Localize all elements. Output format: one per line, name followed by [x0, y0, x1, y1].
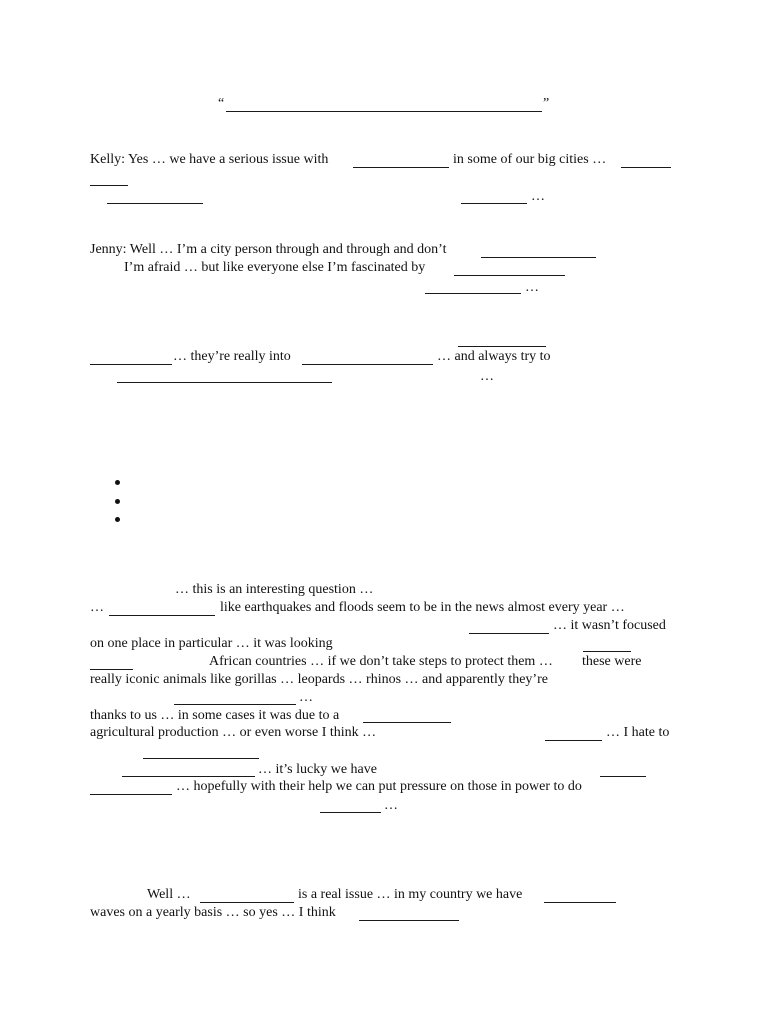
story-blank-8[interactable] — [143, 758, 259, 759]
story-line-12: … hopefully with their help we can put pressure on those in power to do — [176, 779, 582, 794]
jenny-blank-2[interactable] — [454, 275, 565, 276]
story-line-7: … — [299, 690, 313, 705]
bullet-1 — [115, 480, 120, 485]
third-line-1b: … and always try to — [437, 349, 551, 364]
story-line-13: … — [384, 798, 398, 813]
kelly-blank-3[interactable] — [107, 203, 203, 204]
jenny-blank-1[interactable] — [481, 257, 596, 258]
jenny-line-1: Jenny: Well … I’m a city person through and through and don’t — [90, 242, 447, 257]
final-line-2a: waves on a yearly basis … so yes … I think — [90, 905, 336, 920]
kelly-line-1b: in some of our big cities … — [453, 152, 607, 167]
story-line-1: … this is an interesting question … — [175, 582, 374, 597]
final-blank-1[interactable] — [200, 902, 294, 903]
story-blank-10[interactable] — [600, 776, 646, 777]
final-blank-3[interactable] — [359, 920, 459, 921]
kelly-blank-2[interactable] — [621, 167, 671, 168]
story-line-8: thanks to us … in some cases it was due to a — [90, 708, 340, 723]
story-blank-9[interactable] — [122, 776, 255, 777]
bullet-3 — [115, 517, 120, 522]
final-blank-2[interactable] — [544, 902, 616, 903]
story-blank-1[interactable] — [109, 615, 215, 616]
jenny-line-3: … — [525, 280, 539, 295]
story-line-5a: African countries … if we don’t take steps to protect them … — [209, 654, 553, 669]
story-line-11a: … it’s lucky we have — [258, 762, 377, 777]
bullet-2 — [115, 499, 120, 504]
third-line-1a: … they’re really into — [173, 349, 291, 364]
final-line-1a: Well … — [147, 887, 191, 902]
third-blank-top[interactable] — [458, 346, 546, 347]
kelly-line-3: … — [531, 189, 545, 204]
story-blank-11[interactable] — [90, 794, 172, 795]
story-line-5b: these were — [582, 654, 642, 669]
story-blank-7[interactable] — [545, 740, 602, 741]
kelly-blank-1[interactable] — [353, 167, 449, 168]
title-blank[interactable] — [226, 111, 542, 112]
title-close-quote: ” — [543, 96, 550, 111]
story-line-2b: like earthquakes and floods seem to be in the news almost every year … — [220, 600, 625, 615]
story-line-4: on one place in particular … it was looking — [90, 636, 333, 651]
story-blank-6[interactable] — [363, 722, 451, 723]
story-blank-4[interactable] — [90, 669, 133, 670]
story-blank-12[interactable] — [320, 812, 381, 813]
story-line-3: … it wasn’t focused — [553, 618, 666, 633]
story-line-9a: agricultural production … or even worse I think … — [90, 725, 377, 740]
final-line-1b: is a real issue … in my country we have — [298, 887, 523, 902]
kelly-blank-4[interactable] — [461, 203, 527, 204]
kelly-line-1a: Kelly: Yes … we have a serious issue with — [90, 152, 329, 167]
third-blank-1[interactable] — [90, 364, 172, 365]
third-blank-2[interactable] — [302, 364, 433, 365]
title-open-quote: “ — [218, 96, 225, 111]
story-line-9b: … I hate to — [606, 725, 670, 740]
third-line-2: … — [480, 369, 494, 384]
jenny-line-2: I’m afraid … but like everyone else I’m fascinated by — [124, 260, 426, 275]
kelly-blank-2b[interactable] — [90, 185, 128, 186]
story-blank-2[interactable] — [469, 633, 549, 634]
story-line-2a: … — [90, 600, 104, 615]
story-blank-3[interactable] — [583, 651, 631, 652]
story-blank-5[interactable] — [174, 704, 296, 705]
jenny-blank-3[interactable] — [425, 293, 521, 294]
third-blank-3[interactable] — [117, 382, 332, 383]
story-line-6: really iconic animals like gorillas … leopards … rhinos … and apparently they’re — [90, 672, 548, 687]
